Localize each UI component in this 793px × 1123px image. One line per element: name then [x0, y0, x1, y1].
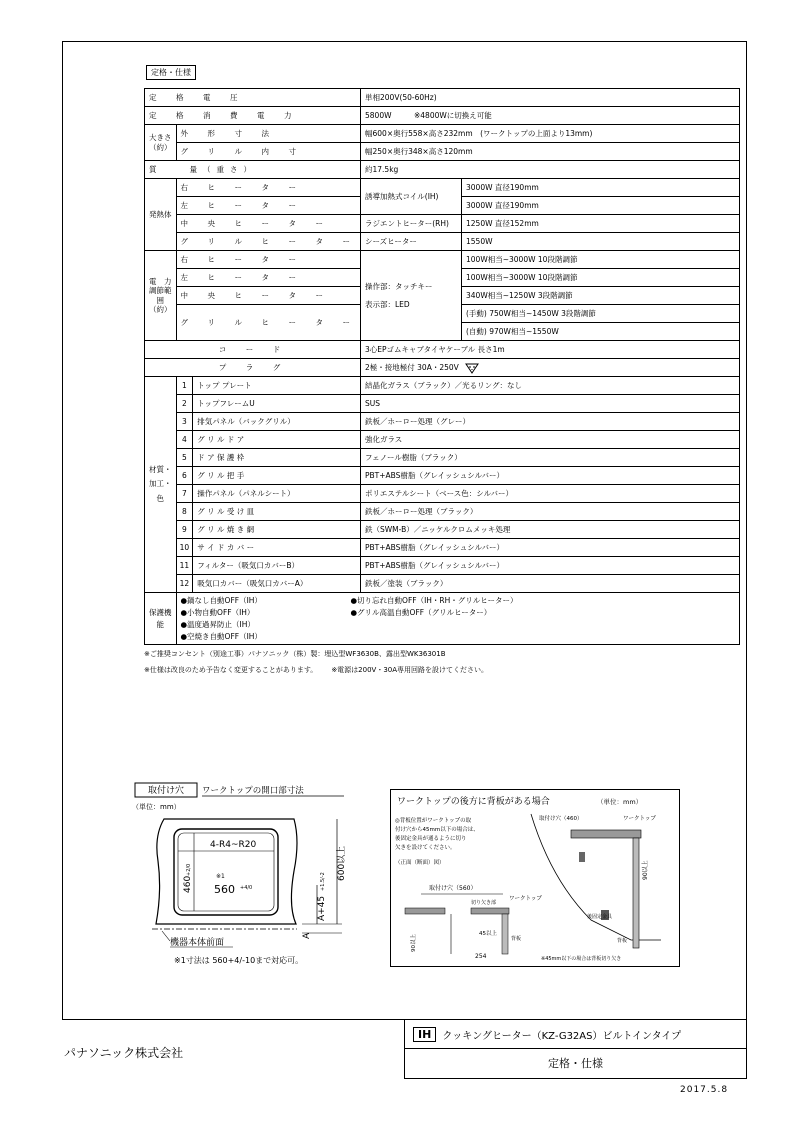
material-label: トップ プレート: [193, 377, 361, 395]
table-row: [145, 233, 740, 251]
material-value: フェノール樹脂（ブラック）: [361, 449, 740, 467]
voltage-label: 定 格 電 圧: [145, 89, 361, 107]
material-no: 11: [176, 557, 193, 575]
heater-label: 右 ヒ ー タ ー: [176, 179, 361, 197]
cutout-title: 取付け穴: [147, 786, 185, 796]
table-row: [145, 395, 740, 413]
backboard-footnote: ※45mm以下の場合は背板切り欠き: [541, 956, 622, 962]
backboard-svg: [391, 790, 679, 966]
adjust-value: (自動) 970W相当~1550W: [462, 323, 740, 341]
doc-date: 2017.5.8: [680, 1085, 729, 1095]
material-value: 結晶化ガラス（ブラック）／光るリング：なし: [361, 377, 740, 395]
outer-label: 外 形 寸 法: [176, 125, 361, 143]
material-label: サ イ ド カ バ ー: [193, 539, 361, 557]
plug-icon: [465, 362, 479, 374]
table-row: [145, 341, 740, 359]
desc-line: 付け穴から45mm以下の場合は、: [395, 827, 479, 833]
material-no: 2: [176, 395, 193, 413]
desc-line: 後固定金具が通るように切り: [395, 836, 467, 842]
backboard-title: ワークトップの後方に背板がある場合: [397, 797, 550, 807]
product-name: クッキングヒーター（KZ-G32AS）ビルトインタイプ: [442, 1030, 682, 1042]
heater-value: 3000W 直径190mm: [462, 197, 740, 215]
protection-item: ●鍋なし自動OFF（IH）: [180, 596, 262, 605]
cutout-diagram: [132, 781, 362, 971]
material-no: 4: [176, 431, 193, 449]
plug-label: プ ラ グ: [145, 359, 361, 377]
material-label: 吸気口カバー（吸気口カバーA）: [193, 575, 361, 593]
heater-value: 1550W: [462, 233, 740, 251]
cutout-subtitle: ワークトップの開口部寸法: [202, 786, 304, 796]
material-label: ド ア 保 護 枠: [193, 449, 361, 467]
adjust-value: 340W相当~1250W 3段階調節: [462, 287, 740, 305]
dim-600: 600以上: [337, 845, 347, 881]
outer-value: 幅600×奥行558×高さ232mm (ワークトップの上面より13mm): [361, 125, 740, 143]
power-adjust-group: 電 力調節範囲（約）: [145, 251, 177, 341]
operation-display: [361, 251, 462, 341]
heater-label: グ リ ル ヒ ー タ ー: [176, 233, 361, 251]
adjust-label: 右 ヒ ー タ ー: [176, 251, 361, 269]
cutout-svg: [132, 781, 362, 971]
material-no: 7: [176, 485, 193, 503]
table-row: [145, 107, 740, 125]
dim-560: 560: [214, 883, 235, 896]
material-value: PBT+ABS樹脂（グレイッシュシルバー）: [361, 467, 740, 485]
adjust-label: 中 央 ヒ ー タ ー: [176, 287, 361, 305]
size-group: 大きさ（約）: [145, 125, 177, 161]
weight-label: 質 量（重さ）: [145, 161, 361, 179]
material-label: グ リ ル 把 手: [193, 467, 361, 485]
protection-item: ●小物自動OFF（IH）: [180, 608, 255, 617]
operation-label: 操作部：タッチキー: [365, 281, 433, 291]
power-label: 定 格 消 費 電 力: [145, 107, 361, 125]
cord-label: コ ー ド: [145, 341, 361, 359]
fixing-label: 後固定金具: [587, 914, 613, 920]
title-row: [404, 1020, 747, 1049]
table-row: [145, 89, 740, 107]
grill-inner-label: グ リ ル 内 寸: [176, 143, 361, 161]
adjust-label: 左 ヒ ー タ ー: [176, 269, 361, 287]
doc-title: 定格・仕様: [404, 1049, 747, 1079]
cord-value: 3心EPゴムキャブタイヤケーブル 長さ1m: [361, 341, 740, 359]
protection-item: ●切り忘れ自動OFF（IH・RH・グリルヒーター）: [350, 596, 518, 605]
material-no: 8: [176, 503, 193, 521]
backboard-label-right: 背板: [617, 938, 628, 944]
worktop-label: ワークトップ: [509, 896, 542, 902]
table-row: [145, 143, 740, 161]
material-label: 排気パネル（バックグリル）: [193, 413, 361, 431]
adjust-value: (手動) 750W相当~1450W 3段階調節: [462, 305, 740, 323]
table-row: [145, 215, 740, 233]
material-no: 10: [176, 539, 193, 557]
table-row: [145, 161, 740, 179]
material-no: 3: [176, 413, 193, 431]
voltage-value: 単相200V(50-60Hz): [361, 89, 740, 107]
company-name: パナソニック株式会社: [64, 1046, 184, 1060]
cutout-footnote: ※1寸法は 560+4/-10まで対応可。: [174, 956, 304, 965]
material-label: グ リ ル ド ア: [193, 431, 361, 449]
desc-line: ◎背板位置がワークトップの取: [395, 818, 472, 824]
dim-460: 460: [183, 875, 193, 893]
backboard-label: 背板: [511, 936, 522, 942]
section-title: 定格・仕様: [146, 65, 196, 80]
view-label: （正面（断面）図）: [395, 860, 445, 866]
cutout-unit: （単位：mm）: [132, 803, 181, 811]
heater-value: 1250W 直径152mm: [462, 215, 740, 233]
table-row: [145, 575, 740, 593]
front-label: 機器本体前面: [170, 938, 225, 948]
note-text: ※仕様は改良のため予告なく変更することがあります。: [144, 666, 318, 674]
table-row: [145, 251, 740, 269]
material-value: 強化ガラス: [361, 431, 740, 449]
adjust-value: 100W相当~3000W 10段階調節: [462, 269, 740, 287]
spec-notes: [144, 665, 488, 675]
radius-label: 4-R4~R20: [210, 840, 257, 850]
material-no: 12: [176, 575, 193, 593]
material-value: PBT+ABS樹脂（グレイッシュシルバー）: [361, 557, 740, 575]
material-no: 6: [176, 467, 193, 485]
material-no: 5: [176, 449, 193, 467]
protection-list: [181, 593, 736, 644]
table-row: [145, 359, 740, 377]
heater-type: シーズヒーター: [361, 233, 462, 251]
table-row: [145, 485, 740, 503]
protection-group: 保護機能: [145, 593, 177, 645]
material-label: グ リ ル 焼 き 網: [193, 521, 361, 539]
material-value: 鉄板／塗装（ブラック）: [361, 575, 740, 593]
material-label: フィルター（吸気口カバーB）: [193, 557, 361, 575]
heater-value: 3000W 直径190mm: [462, 179, 740, 197]
table-row: [145, 503, 740, 521]
heater-type: ラジエントヒーター(RH): [361, 215, 462, 233]
dim-90-right: 90以上: [642, 860, 649, 880]
material-value: 鉄（SWM-B）／ニッケルクロムメッキ処理: [361, 521, 740, 539]
dim-90-left: 90以上: [411, 934, 417, 952]
hole-label2: 取付け穴（460）: [539, 816, 583, 822]
dim-254: 254: [475, 953, 487, 960]
table-row: [145, 449, 740, 467]
plug-value: 2極・接地極付 30A・250V: [365, 362, 459, 372]
protection-item: [351, 619, 571, 630]
material-label: 操作パネル（パネルシート）: [193, 485, 361, 503]
outlet-note: ※ご推奨コンセント（別途工事）パナソニック（株）製：埋込型WF3630B、露出型WK36301B: [144, 650, 446, 658]
table-row: [145, 557, 740, 575]
a-label: A: [302, 932, 312, 939]
table-row: [145, 539, 740, 557]
dim-a45: A+45: [317, 895, 327, 921]
material-group: 材質・加工・色: [145, 377, 177, 593]
ih-type: 誘導加熱式コイル(IH): [361, 179, 462, 215]
note-mark: ※1: [216, 873, 225, 880]
protection-item: ●温度過昇防止（IH）: [180, 620, 255, 629]
spec-table: [144, 88, 740, 645]
backboard-unit: （単位：mm）: [597, 798, 643, 806]
table-row: [145, 413, 740, 431]
tol-460: +2/0: [186, 863, 192, 876]
grill-inner-value: 幅250×奥行348×高さ120mm: [361, 143, 740, 161]
table-row: [145, 593, 740, 645]
adjust-value: 100W相当~3000W 10段階調節: [462, 251, 740, 269]
table-row: [145, 179, 740, 197]
adjust-label: グ リ ル ヒ ー タ ー: [176, 305, 361, 341]
desc-line: 欠きを設けてください。: [395, 845, 456, 851]
material-value: PBT+ABS樹脂（グレイッシュシルバー）: [361, 539, 740, 557]
tol-560: +4/0: [240, 885, 253, 891]
material-value: 鉄板／ホーロー処理（ブラック）: [361, 503, 740, 521]
table-row: [145, 521, 740, 539]
material-value: SUS: [361, 395, 740, 413]
weight-value: 約17.5kg: [361, 161, 740, 179]
protection-item: ●グリル高温自動OFF（グリルヒーター）: [350, 608, 492, 617]
backboard-diagram: [390, 789, 680, 967]
note-text: ※電源は200V・30A専用回路を設けてください。: [331, 666, 489, 674]
protection-item: ●空焼き自動OFF（IH）: [180, 632, 262, 641]
power-value: 5800W ※4800Wに切換え可能: [361, 107, 740, 125]
protection-item: [351, 631, 571, 642]
table-row: [145, 431, 740, 449]
heater-label: 左 ヒ ー タ ー: [176, 197, 361, 215]
ih-badge: IH: [413, 1027, 436, 1042]
material-value: ポリエステルシート（ベース色：シルバー）: [361, 485, 740, 503]
notch-label: 切り欠き部: [471, 900, 497, 906]
material-label: グ リ ル 受 け 皿: [193, 503, 361, 521]
material-no: 9: [176, 521, 193, 539]
table-row: [145, 467, 740, 485]
table-row: [145, 377, 740, 395]
tol-a: +1.5/-2: [320, 872, 326, 891]
material-label: トップフレームU: [193, 395, 361, 413]
material-value: 鉄板／ホーロー処理（グレー）: [361, 413, 740, 431]
title-block: [404, 1020, 747, 1082]
plug-value-cell: [361, 359, 740, 377]
hole-label: 取付け穴（560）: [429, 885, 477, 892]
table-row: [145, 125, 740, 143]
protection-cell: [176, 593, 740, 645]
display-label: 表示部：LED: [365, 299, 410, 309]
dim-45: 45以上: [479, 931, 497, 937]
worktop-label-top: ワークトップ: [623, 816, 656, 822]
heater-group: 発熱体: [145, 179, 177, 251]
material-no: 1: [176, 377, 193, 395]
heater-label: 中 央 ヒ ー タ ー: [176, 215, 361, 233]
